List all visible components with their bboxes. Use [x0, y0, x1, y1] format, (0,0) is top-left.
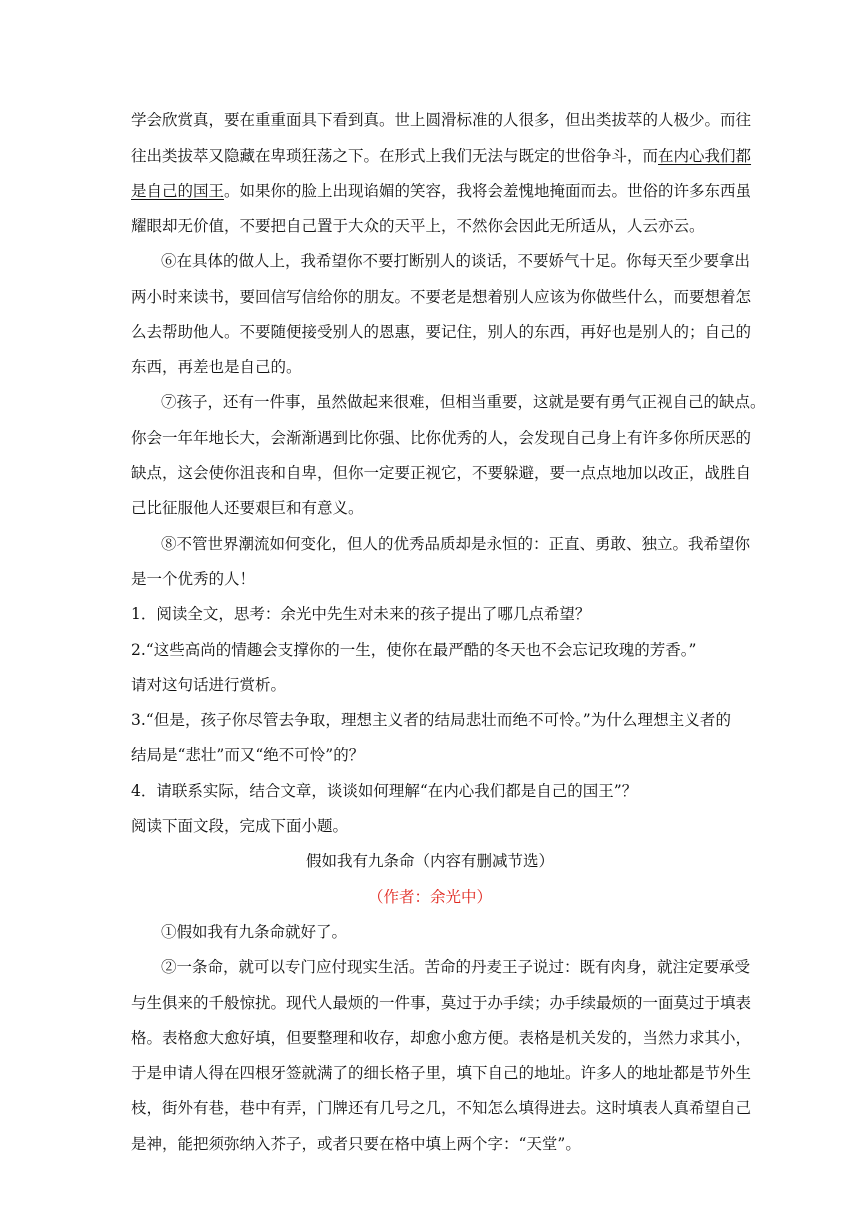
reading-instruction: 阅读下面文段，完成下面小题。 — [131, 817, 349, 835]
para5-line4: 耀眼却无价值，不要把自己置于大众的天平上，不然你会因此无所适从，人云亦云。 — [131, 217, 705, 235]
passage-para2-line5: 枝，街外有巷，巷中有弄，门牌还有几号之几，不知怎么填得进去。这时填表人真希望自己 — [131, 1099, 752, 1117]
passage-para2-line6: 是神，能把须弥纳入芥子，或者只要在格中填上两个字：“天堂”。 — [131, 1135, 581, 1153]
passage-para2-line3: 格。表格愈大愈好填，但要整理和收存，却愈小愈方便。表格是机关发的，当然力求其小， — [131, 1029, 752, 1047]
passage-para2-line4: 于是申请人得在四根牙签就满了的细长格子里，填下自己的地址。许多人的地址都是节外生 — [131, 1064, 752, 1082]
underlined-phrase-part1: 在内心我们都 — [658, 147, 752, 165]
para5-line2-text: 往出类拔萃又隐藏在卑琐狂荡之下。在形式上我们无法与既定的世俗争斗，而 — [131, 147, 659, 165]
passage-author: （作者：余光中） — [367, 888, 492, 906]
para5-line2 — [131, 146, 752, 166]
para7-line4: 己比征服他人还要艰巨和有意义。 — [131, 499, 364, 517]
para6-line1: ⑥在具体的做人上，我希望你不要打断别人的谈话，不要娇气十足。你每天至少要拿出 — [161, 252, 751, 270]
underlined-phrase-part2: 是自己的国王 — [131, 182, 225, 200]
question-1: 1．阅读全文，思考：余光中先生对未来的孩子提出了哪几点希望？ — [131, 605, 591, 623]
para7-line3: 缺点，这会使你沮丧和自卑，但你一定要正视它，不要躲避，要一点点地加以改正，战胜自 — [131, 464, 752, 482]
question-3-line1: 3.“但是，孩子你尽管去争取，理想主义者的结局悲壮而绝不可怜。”为什么理想主义者的 — [131, 711, 731, 729]
para6-line2: 两小时来读书，要回信写信给你的朋友。不要老是想着别人应该为你做些什么，而要想着怎 — [131, 288, 752, 306]
passage-para1: ①假如我有九条命就好了。 — [161, 923, 348, 941]
question-4: 4．请联系实际，结合文章，谈谈如何理解“在内心我们都是自己的国王”？ — [131, 782, 638, 800]
passage-para2-line1: ②一条命，就可以专门应付现实生活。苦命的丹麦王子说过：既有肉身，就注定要承受 — [161, 958, 751, 976]
passage-title: 假如我有九条命（内容有删减节选） — [305, 852, 554, 870]
para5-line3 — [131, 181, 752, 201]
question-3-line2: 结局是“悲壮”而又“绝不可怜”的？ — [131, 746, 365, 764]
para8-line1: ⑧不管世界潮流如何变化，但人的优秀品质却是永恒的：正直、勇敢、独立。我希望你 — [161, 535, 751, 553]
para6-line4: 东西，再差也是自己的。 — [131, 358, 302, 376]
para7-line1: ⑦孩子，还有一件事，虽然做起来很难，但相当重要，这就是要有勇气正视自己的缺点。 — [161, 393, 766, 411]
para6-line3: 么去帮助他人。不要随便接受别人的恩惠，要记住，别人的东西，再好也是别人的；自己的 — [131, 323, 752, 341]
question-2-line2: 请对这句话进行赏析。 — [131, 676, 287, 694]
question-2-line1: 2.“这些高尚的情趣会支撑你的一生，使你在最严酷的冬天也不会忘记玫瑰的芳香。” — [131, 641, 697, 659]
para8-line2: 是一个优秀的人！ — [131, 570, 256, 588]
para5-line3-text: 。如果你的脸上出现谄媚的笑容，我将会羞愧地掩面而去。世俗的许多东西虽 — [224, 182, 752, 200]
para7-line2: 你会一年年地长大，会渐渐遇到比你强、比你优秀的人，会发现自己身上有许多你所厌恶的 — [131, 429, 752, 447]
para5-line1: 学会欣赏真，要在重重面具下看到真。世上圆滑标准的人很多，但出类拔萃的人极少。而往 — [131, 111, 752, 129]
passage-para2-line2: 与生俱来的千般惊扰。现代人最烦的一件事，莫过于办手续；办手续最烦的一面莫过于填表 — [131, 994, 752, 1012]
